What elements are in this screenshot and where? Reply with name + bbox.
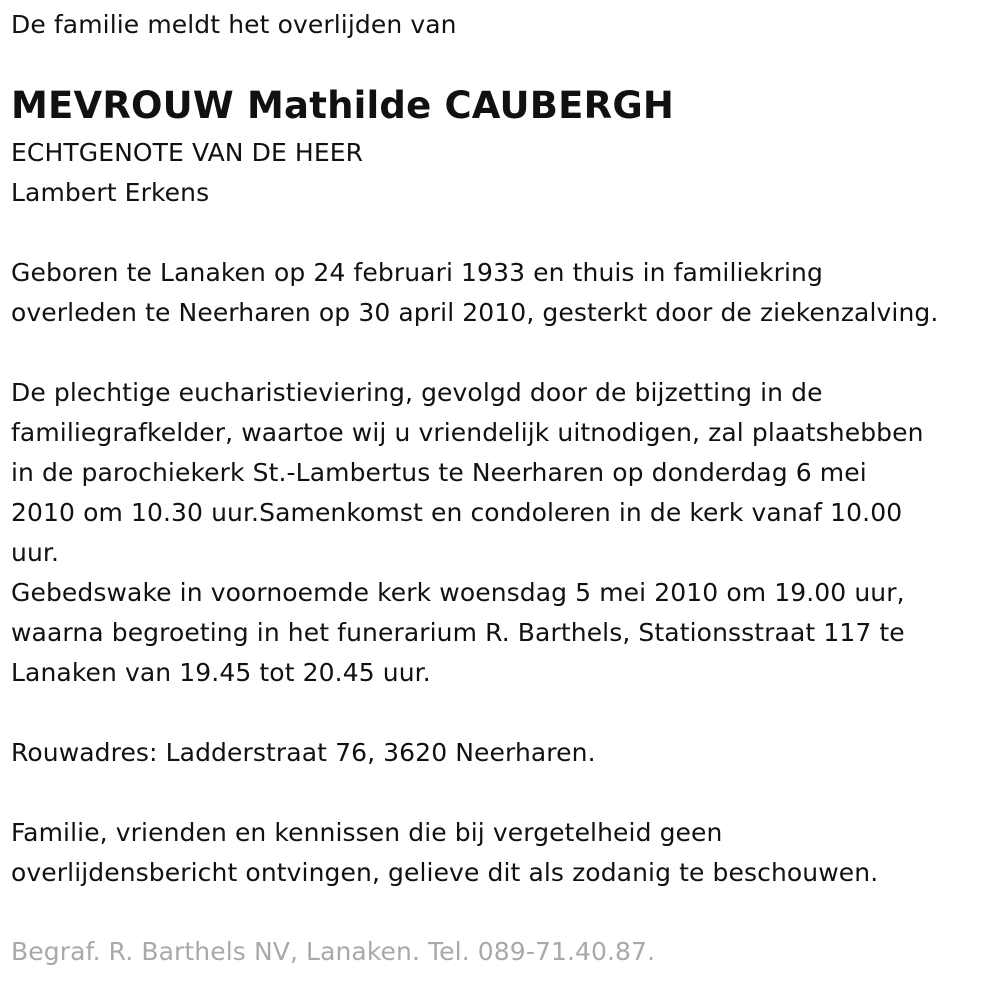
spouse-block xyxy=(11,133,363,213)
relation-text: ECHTGENOTE VAN DE HEER xyxy=(11,138,364,167)
intro-text: De familie meldt het overlijden van xyxy=(11,10,457,39)
paragraph-line: in de parochiekerk St.-Lambertus te Neerharen op donderdag 6 mei xyxy=(11,458,867,487)
funeral-home-footer: Begraf. R. Barthels NV, Lanaken. Tel. 089-71.40.87. xyxy=(11,937,656,966)
ceremony-paragraph xyxy=(11,373,924,693)
paragraph-line: overleden te Neerharen op 30 april 2010, gesterkt door de ziekenzalving. xyxy=(11,298,939,327)
spouse-name: Lambert Erkens xyxy=(11,178,210,207)
paragraph-line: Lanaken van 19.45 tot 20.45 uur. xyxy=(11,658,431,687)
paragraph-line: Geboren te Lanaken op 24 februari 1933 en thuis in familiekring xyxy=(11,258,823,287)
paragraph-line: Familie, vrienden en kennissen die bij vergetelheid geen xyxy=(11,818,723,847)
paragraph-line: uur. xyxy=(11,538,60,567)
paragraph-line: waarna begroeting in het funerarium R. Barthels, Stationsstraat 117 te xyxy=(11,618,905,647)
paragraph-line: De plechtige eucharistieviering, gevolgd door de bijzetting in de xyxy=(11,378,823,407)
paragraph-line: overlijdensbericht ontvingen, gelieve dit als zodanig te beschouwen. xyxy=(11,858,879,887)
mourning-address xyxy=(11,733,596,773)
paragraph-line: familiegrafkelder, waartoe wij u vriendelijk uitnodigen, zal plaatshebben xyxy=(11,418,924,447)
birth-death-paragraph xyxy=(11,253,938,333)
paragraph-line: 2010 om 10.30 uur.Samenkomst en condoleren in de kerk vanaf 10.00 xyxy=(11,498,903,527)
address-text: Rouwadres: Ladderstraat 76, 3620 Neerharen. xyxy=(11,738,596,767)
deceased-name: MEVROUW Mathilde CAUBERGH xyxy=(11,84,675,127)
paragraph-line: Gebedswake in voornoemde kerk woensdag 5 mei 2010 om 19.00 uur, xyxy=(11,578,905,607)
notice-paragraph xyxy=(11,813,878,893)
